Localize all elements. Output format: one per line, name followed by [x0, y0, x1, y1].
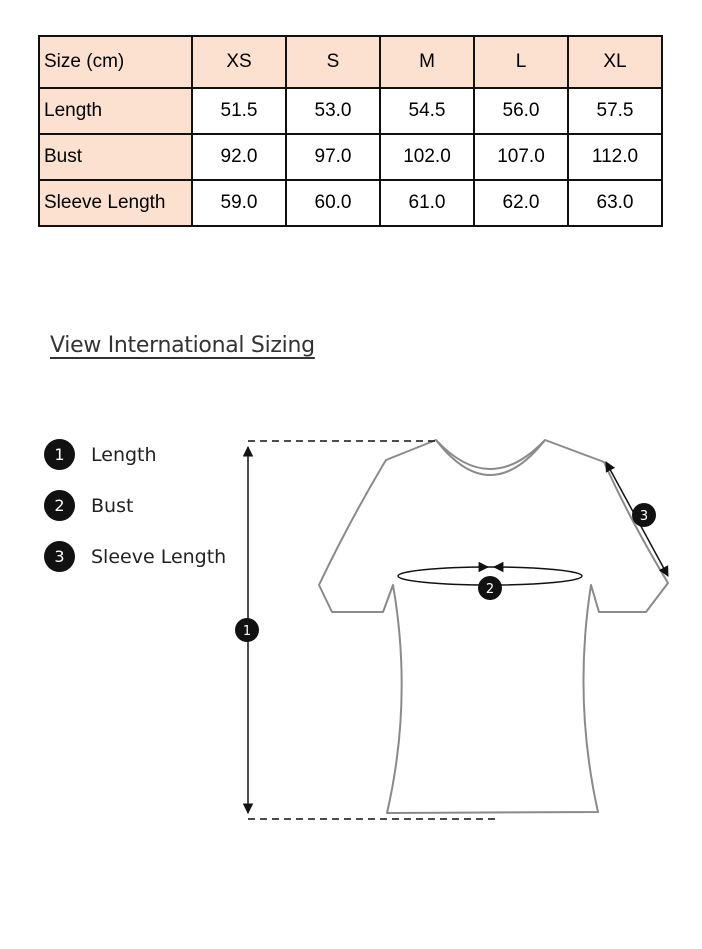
size-chart-table	[38, 35, 663, 227]
table-row-length	[39, 88, 662, 134]
header-cell-size: Size (cm)	[39, 36, 192, 88]
tshirt-measurement-diagram	[0, 420, 702, 840]
sleeve-marker-icon	[632, 503, 656, 527]
header-cell-xs: XS	[192, 36, 286, 88]
table-cell: 102.0	[380, 134, 474, 180]
row-label: Sleeve Length	[39, 180, 192, 226]
table-cell: 53.0	[286, 88, 380, 134]
svg-text:1: 1	[242, 624, 252, 639]
number-badge-icon: 2	[44, 490, 75, 521]
table-cell: 97.0	[286, 134, 380, 180]
table-cell: 62.0	[474, 180, 568, 226]
number-badge-icon: 1	[44, 439, 75, 470]
header-cell-l: L	[474, 36, 568, 88]
table-cell: 57.5	[568, 88, 662, 134]
tshirt-outline	[319, 440, 668, 813]
number-badge-icon: 3	[44, 541, 75, 572]
table-cell: 61.0	[380, 180, 474, 226]
legend-label: Bust	[91, 494, 134, 517]
neckline	[436, 440, 545, 469]
table-cell: 56.0	[474, 88, 568, 134]
table-header-row	[39, 36, 662, 88]
table-cell: 63.0	[568, 180, 662, 226]
legend-label: Length	[91, 443, 157, 466]
header-cell-s: S	[286, 36, 380, 88]
header-cell-xl: XL	[568, 36, 662, 88]
length-marker-icon	[235, 618, 259, 642]
row-label: Bust	[39, 134, 192, 180]
legend-label: Sleeve Length	[91, 545, 227, 568]
table-row-bust	[39, 134, 662, 180]
table-cell: 54.5	[380, 88, 474, 134]
table-cell: 107.0	[474, 134, 568, 180]
table-cell: 92.0	[192, 134, 286, 180]
international-sizing-link[interactable]: View International Sizing	[50, 333, 315, 358]
table-cell: 59.0	[192, 180, 286, 226]
svg-text:2: 2	[485, 582, 495, 597]
table-cell: 51.5	[192, 88, 286, 134]
row-label: Length	[39, 88, 192, 134]
table-row-sleeve-length	[39, 180, 662, 226]
svg-text:3: 3	[639, 509, 649, 524]
table-cell: 112.0	[568, 134, 662, 180]
header-cell-m: M	[380, 36, 474, 88]
table-cell: 60.0	[286, 180, 380, 226]
bust-marker-icon	[478, 576, 502, 600]
